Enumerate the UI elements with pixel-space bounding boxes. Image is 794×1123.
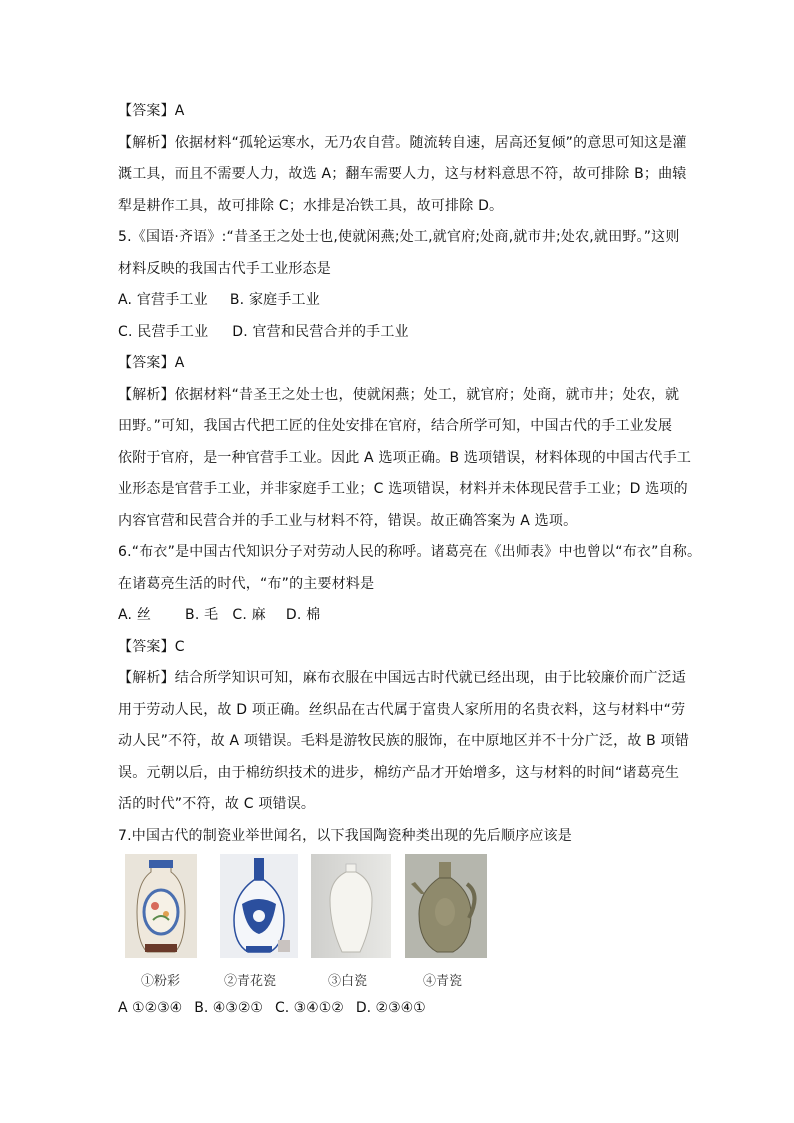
analysis-block-3 <box>118 663 690 821</box>
option-c: C. 麻 <box>232 607 266 623</box>
porcelain-images <box>125 854 495 989</box>
caption-qinghua: ②青花瓷 <box>224 974 277 989</box>
analysis-line: 【解析】依据材料“孤轮运寒水，无乃农自营。随流转自速，居高还复倾”的意思可知这是灌 <box>118 134 687 151</box>
analysis-line: 活的时代”不符，故 C 项错误。 <box>118 796 316 812</box>
analysis-block-1 <box>118 128 687 223</box>
fencai-vase-image <box>125 854 197 958</box>
caption-qingci: ④青瓷 <box>423 974 463 989</box>
caption-fencai: ①粉彩 <box>141 974 181 989</box>
analysis-block-2 <box>118 380 692 538</box>
options-row <box>118 600 678 632</box>
question-5 <box>118 222 678 348</box>
analysis-line: 内容官营和民营合并的手工业与材料不符，错误。故正确答案为 A 选项。 <box>118 512 578 529</box>
option-c: C. ③④①② <box>274 1000 344 1016</box>
question-line: 5.《国语·齐语》:“昔圣王之处士也,使就闲燕;处工,就官府;处商,就市井;处农,就田野。”这则 <box>118 229 680 245</box>
answer-label: 【答案】A <box>118 103 185 119</box>
analysis-line: 犁是耕作工具，故可排除 C；水排是冶铁工具，故可排除 D。 <box>118 197 504 214</box>
baici-vase-image <box>311 854 391 958</box>
option-b: B. 家庭手工业 <box>229 292 320 308</box>
options-row <box>118 285 678 317</box>
analysis-line: 【解析】依据材料“昔圣王之处士也，使就闲燕；处工，就官府；处商，就市井；处农，就 <box>118 386 680 403</box>
option-d: D. 棉 <box>285 607 321 623</box>
question-line: 6.“布衣”是中国古代知识分子对劳动人民的称呼。诸葛亮在《出师表》中也曾以“布衣”自称。 <box>118 544 702 560</box>
analysis-line: 溉工具，而且不需要人力，故选 A；翻车需要人力，这与材料意思不符，故可排除 B；曲辕 <box>118 166 687 182</box>
question-6 <box>118 537 702 632</box>
answer-label: 【答案】A <box>118 355 185 371</box>
option-a: A. 丝 <box>118 607 152 623</box>
qinghua-vase-image <box>220 854 298 958</box>
document-page <box>118 96 702 852</box>
analysis-line: 业形态是官营手工业，并非家庭手工业；C 选项错误，材料并未体现民营手工业；D 选项的 <box>118 481 688 497</box>
analysis-line: 依附于官府，是一种官营手工业。因此 A 选项正确。B 选项错误，材料体现的中国古代手工 <box>118 449 692 466</box>
analysis-line: 用于劳动人民，故 D 项正确。丝织品在古代属于富贵人家所用的名贵衣料，这与材料中“劳 <box>118 701 686 718</box>
question-line: 在诸葛亮生活的时代，“布”的主要材料是 <box>118 575 375 592</box>
options-row <box>118 317 678 349</box>
option-b: B. 毛 <box>185 607 219 623</box>
question-7: 7.中国古代的制瓷业举世闻名，以下我国陶瓷种类出现的先后顺序应该是 <box>118 827 572 844</box>
option-c: C. 民营手工业 <box>118 323 209 340</box>
analysis-line: 【解析】结合所学知识可知，麻布衣服在中国远古时代就已经出现，由于比较廉价而广泛适 <box>118 670 686 686</box>
option-d: D. 官营和民营合并的手工业 <box>232 323 409 340</box>
option-b: B. ④③②① <box>194 1000 263 1016</box>
analysis-line: 田野。”可知，我国古代把工匠的住处安排在官府，结合所学可知，中国古代的手工业发展 <box>118 418 673 434</box>
caption-baici: ③白瓷 <box>328 974 368 989</box>
question-line: 材料反映的我国古代手工业形态是 <box>118 260 331 277</box>
analysis-line: 动人民”不符，故 A 项错误。毛料是游牧民族的服饰，在中原地区并不十分广泛，故 B 项错 <box>118 733 690 749</box>
option-d: D. ②③④① <box>355 1000 426 1016</box>
option-a: A. 官营手工业 <box>118 292 208 308</box>
option-a: A ①②③④ <box>118 1000 183 1016</box>
answer-label: 【答案】C <box>118 638 185 655</box>
analysis-line: 误。元朝以后，由于棉纺织技术的进步，棉纺产品才开始增多，这与材料的时间“诸葛亮生 <box>118 764 680 781</box>
q7-options-row <box>118 1000 438 1016</box>
qingci-ewer-image <box>405 854 487 958</box>
